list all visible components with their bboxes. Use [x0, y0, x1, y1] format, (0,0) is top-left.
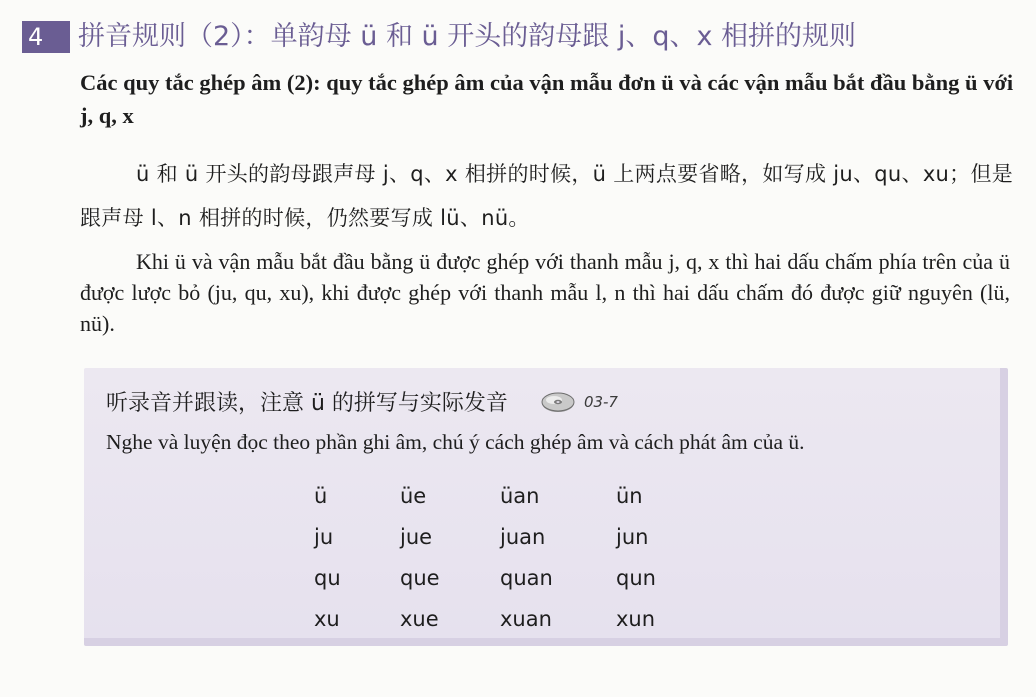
table-cell: ju: [314, 524, 334, 549]
exercise-title-row: [106, 386, 618, 417]
table-row: [314, 557, 696, 598]
exercise-instruction: Nghe và luyện đọc theo phần ghi âm, chú ý cách ghép âm và cách phát âm của ü.: [106, 430, 805, 454]
exercise-box: [84, 368, 1008, 646]
table-row: [314, 475, 696, 516]
table-cell: xue: [400, 606, 439, 631]
table-cell: qun: [616, 565, 656, 590]
table-cell: üan: [500, 483, 540, 508]
table-cell: jun: [616, 524, 649, 549]
paragraph-chinese: ü 和 ü 开头的韵母跟声母 j、q、x 相拼的时候，ü 上两点要省略，如写成 ju、qu、xu；但是跟声母 l、n 相拼的时候，仍然要写成 lü、nü。: [80, 162, 1014, 230]
paragraph-vietnamese: Khi ü và vận mẫu bắt đầu bằng ü được ghép với thanh mẫu j, q, x thì hai dấu chấm phía trên của ü được lược bỏ (ju, qu, xu), khi được ghép với thanh mẫu l, n thì hai dấu chấm đó được giữ nguyên (lü, nü).: [80, 249, 1010, 336]
table-cell: qu: [314, 565, 341, 590]
table-cell: que: [400, 565, 440, 590]
section-header: [22, 20, 856, 54]
exercise-title: 听录音并跟读，注意 ü 的拼写与实际发音: [106, 391, 508, 416]
section-subtitle: Các quy tắc ghép âm (2): quy tắc ghép âm của vận mẫu đơn ü và các vận mẫu bắt đầu bằng ü với j, q, x: [80, 70, 1014, 128]
table-cell: ün: [616, 483, 643, 508]
table-cell: jue: [400, 524, 433, 549]
section-title: 拼音规则（2）：单韵母 ü 和 ü 开头的韵母跟 j、q、x 相拼的规则: [78, 21, 857, 52]
table-row: [314, 598, 696, 639]
table-cell: üe: [400, 483, 427, 508]
table-cell: quan: [500, 565, 553, 590]
pinyin-table: [314, 475, 696, 639]
section-number-badge: 4: [22, 21, 70, 53]
table-row: [314, 516, 696, 557]
table-cell: xun: [616, 606, 656, 631]
cd-disc-icon[interactable]: [540, 390, 576, 414]
audio-track-code: 03-7: [583, 392, 618, 411]
table-cell: xu: [314, 606, 340, 631]
table-cell: xuan: [500, 606, 552, 631]
table-cell: juan: [500, 524, 546, 549]
table-cell: ü: [314, 483, 328, 508]
